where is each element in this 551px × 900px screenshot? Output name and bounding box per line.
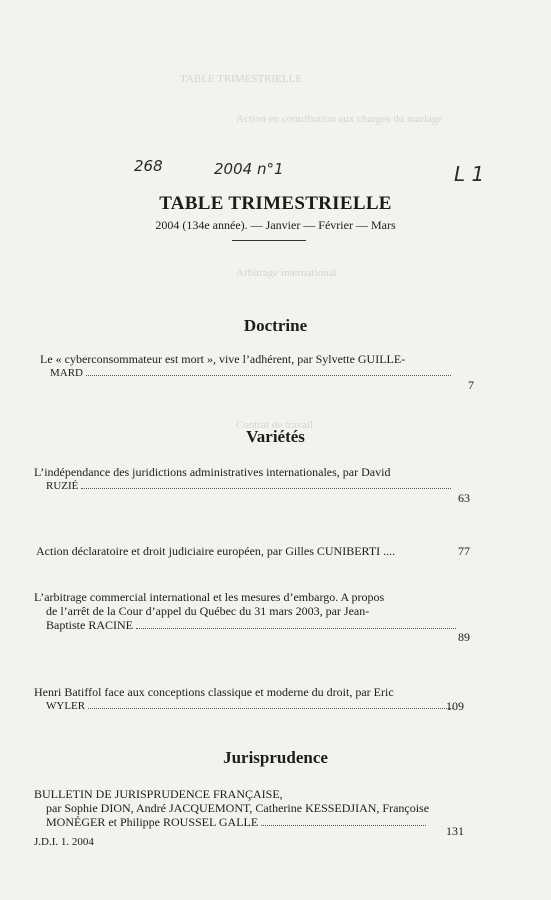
entry-author: Baptiste RACINE <box>46 618 133 632</box>
bleed-through-text: Arbitrage international <box>236 267 337 279</box>
entry-title-line: Action déclaratoire et droit judiciaire européen, par Gilles CUNIBERTI .... <box>36 544 396 558</box>
entry-title-line: Henri Batiffol face aux conceptions classique et moderne du droit, par Eric <box>34 685 394 699</box>
handwritten-note: 268 <box>134 157 163 175</box>
page-title: TABLE TRIMESTRIELLE <box>159 193 392 214</box>
entry-page-number: 63 <box>458 491 470 505</box>
entry-title-line: Le « cyberconsommateur est mort », vive l’adhérent, par Sylvette GUILLE- <box>40 352 406 366</box>
leader-dots <box>136 619 456 629</box>
section-heading-doctrine: Doctrine <box>243 316 308 335</box>
handwritten-note: 2004 n°1 <box>214 160 284 178</box>
entry-authors-line: par Sophie DION, André JACQUEMONT, Catherine KESSEDJIAN, Françoise <box>46 801 430 815</box>
entry-page-number: 131 <box>446 824 464 838</box>
entry-page-number: 7 <box>468 378 474 392</box>
toc-entry[interactable] <box>34 787 454 829</box>
bleed-through-text: Action en contribution aux charges du mariage <box>236 113 443 125</box>
leader-dots <box>88 699 453 709</box>
bleed-through-text: TABLE TRIMESTRIELLE <box>180 73 303 85</box>
section-heading-varietes: Variétés <box>246 427 305 446</box>
section-heading-jurisprudence: Jurisprudence <box>223 748 328 767</box>
handwritten-note: L 1 <box>454 162 485 186</box>
entry-title-line: L’indépendance des juridictions administratives internationales, par David <box>34 465 391 479</box>
entry-title-line: L’arbitrage commercial international et les mesures d’embargo. A propos <box>34 590 385 604</box>
entry-page-number: 89 <box>458 630 470 644</box>
leader-dots <box>86 366 451 376</box>
entry-title-line: de l’arrêt de la Cour d’appel du Québec du 31 mars 2003, par Jean- <box>46 604 370 618</box>
toc-entry[interactable] <box>34 465 454 493</box>
toc-entry[interactable] <box>36 544 446 558</box>
entry-authors-line: MONÉGER et Philippe ROUSSEL GALLE <box>46 815 259 829</box>
toc-entry[interactable] <box>34 685 454 713</box>
toc-entry[interactable] <box>34 590 454 632</box>
title-divider <box>232 240 306 241</box>
entry-author: WYLER <box>46 700 86 712</box>
toc-entry[interactable] <box>40 352 460 380</box>
entry-author: MARD <box>50 367 84 379</box>
entry-page-number: 109 <box>446 699 464 713</box>
journal-footer: J.D.I. 1. 2004 <box>34 836 94 848</box>
entry-page-number: 77 <box>458 544 470 558</box>
leader-dots <box>81 479 451 489</box>
leader-dots <box>261 816 426 826</box>
entry-author: RUZIÉ <box>46 480 79 492</box>
bleed-through-text: Contrat de travail <box>236 419 313 431</box>
entry-title-line: BULLETIN DE JURISPRUDENCE FRANÇAISE, <box>34 787 283 801</box>
page-subtitle: 2004 (134e année). — Janvier — Février — Mars <box>155 218 396 232</box>
